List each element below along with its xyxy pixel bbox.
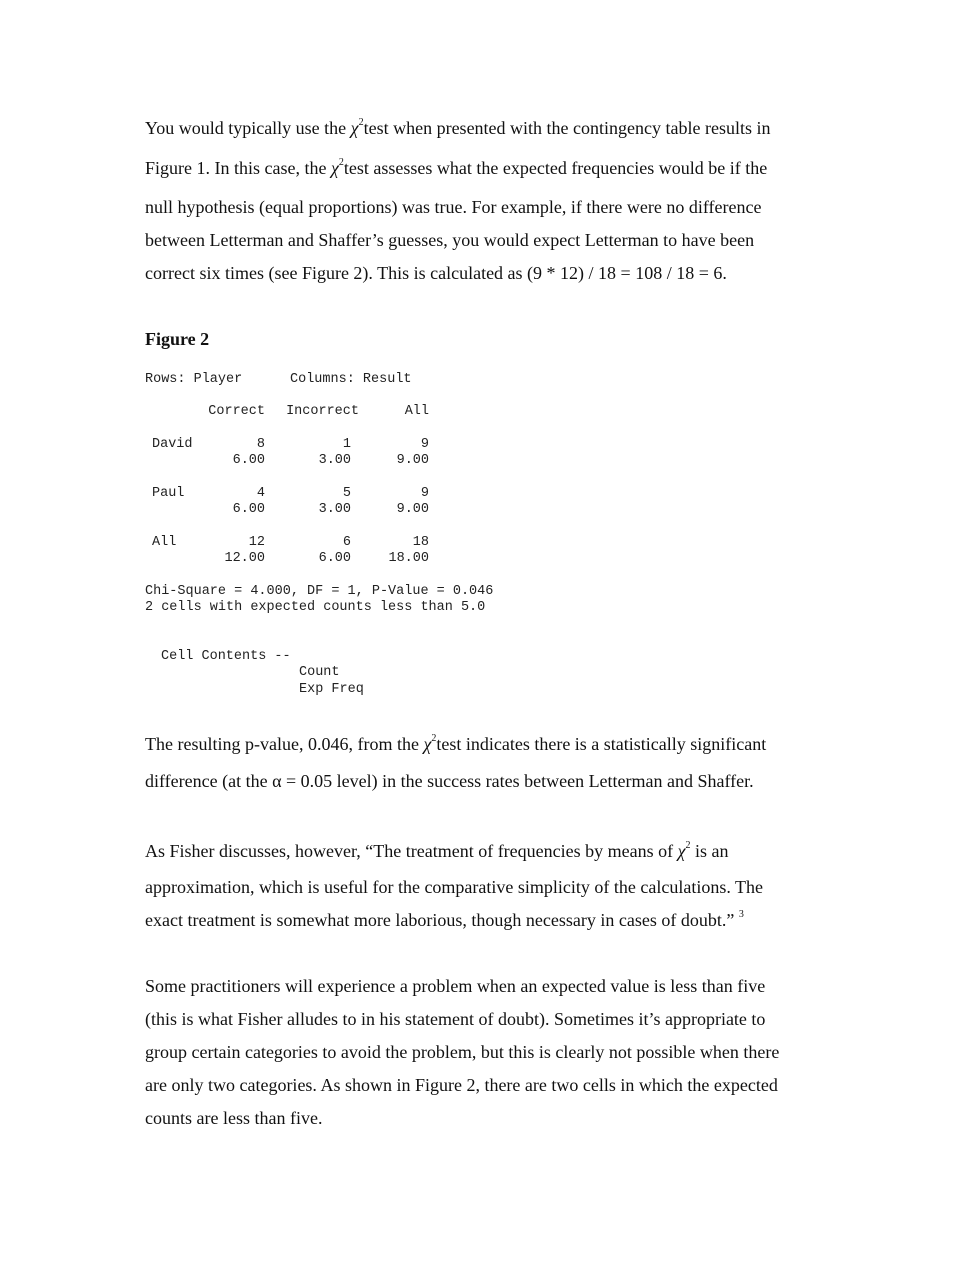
expected-cell: 6.00 — [318, 551, 351, 566]
paragraph-line — [145, 841, 729, 862]
paragraph-line — [145, 158, 767, 179]
rows-label: Rows: Player — [145, 372, 243, 387]
paragraph-line — [145, 118, 770, 139]
expected-cell: 3.00 — [318, 502, 351, 517]
expected-cell: 9.00 — [396, 502, 429, 517]
expected-cell: 12.00 — [224, 551, 265, 566]
count-cell: 6 — [342, 535, 351, 550]
paragraph-line — [145, 910, 744, 931]
text-span: test when presented with the contingency table results in — [363, 118, 771, 138]
row-name: David — [152, 437, 193, 452]
superscript: 2 — [685, 840, 691, 851]
paragraph-line: Some practitioners will experience a problem when an expected value is less than five — [145, 976, 766, 996]
text-span: test assesses what the expected frequencies would be if the — [343, 158, 768, 178]
column-header: All — [404, 404, 429, 419]
paragraph-line: are only two categories. As shown in Figure 2, there are two cells in which the expected — [145, 1075, 778, 1095]
count-cell: 12 — [248, 535, 265, 550]
row-name: All — [152, 535, 177, 550]
row-name: Paul — [152, 486, 185, 501]
figure-title: Figure 2 — [145, 329, 210, 349]
cells-warning: 2 cells with expected counts less than 5.0 — [145, 600, 486, 615]
paragraph-line — [145, 734, 766, 755]
paragraph-line: group certain categories to avoid the problem, but this is clearly not possible when there — [145, 1042, 780, 1062]
chi-symbol: χ — [350, 118, 359, 138]
text-span: exact treatment is somewhat more laborious, though necessary in cases of doubt.” — [145, 910, 735, 930]
paragraph-line: null hypothesis (equal proportions) was true. For example, if there were no difference — [145, 197, 762, 217]
expected-cell: 6.00 — [232, 453, 265, 468]
count-cell: 18 — [412, 535, 429, 550]
text-span: As Fisher discusses, however, “The treatment of frequencies by means of — [145, 841, 678, 861]
paragraph-line: difference (at the α = 0.05 level) in the success rates between Letterman and Shaffer. — [145, 771, 754, 791]
columns-label: Columns: Result — [290, 372, 412, 387]
count-cell: 9 — [420, 437, 429, 452]
chi-symbol: χ — [423, 734, 432, 754]
text-span: Figure 1. In this case, the — [145, 158, 331, 178]
superscript: 2 — [358, 117, 364, 128]
expected-cell: 3.00 — [318, 453, 351, 468]
superscript: 2 — [338, 157, 344, 168]
count-cell: 4 — [256, 486, 265, 501]
expected-cell: 18.00 — [388, 551, 429, 566]
paragraph-line: counts are less than five. — [145, 1108, 323, 1128]
count-cell: 9 — [420, 486, 429, 501]
footnote-marker: 3 — [738, 909, 744, 920]
paragraph-line: correct six times (see Figure 2). This is calculated as (9 * 12) / 18 = 108 / 18 = 6. — [145, 263, 727, 283]
count-cell: 8 — [256, 437, 265, 452]
text-span: The resulting p-value, 0.046, from the — [145, 734, 424, 754]
count-cell: 5 — [342, 486, 351, 501]
paragraph-line: approximation, which is useful for the comparative simplicity of the calculations. The — [145, 877, 764, 897]
cell-contents-label: Cell Contents -- — [161, 649, 291, 664]
legend-exp-freq: Exp Freq — [299, 682, 364, 697]
chi-square-stats: Chi-Square = 4.000, DF = 1, P-Value = 0.046 — [145, 584, 494, 599]
column-header: Incorrect — [286, 404, 359, 419]
paragraph-line: between Letterman and Shaffer’s guesses, you would expect Letterman to have been — [145, 230, 755, 250]
paragraph-line: (this is what Fisher alludes to in his statement of doubt). Sometimes it’s appropriate to — [145, 1009, 766, 1029]
text-span: You would typically use the — [145, 118, 351, 138]
superscript: 2 — [431, 733, 437, 744]
legend-count: Count — [299, 665, 340, 680]
chi-symbol: χ — [330, 158, 339, 178]
expected-cell: 9.00 — [396, 453, 429, 468]
expected-cell: 6.00 — [232, 502, 265, 517]
column-header: Correct — [208, 404, 265, 419]
count-cell: 1 — [342, 437, 351, 452]
text-span: is an — [690, 841, 729, 861]
text-span: test indicates there is a statistically significant — [436, 734, 767, 754]
chi-symbol: χ — [677, 841, 686, 861]
